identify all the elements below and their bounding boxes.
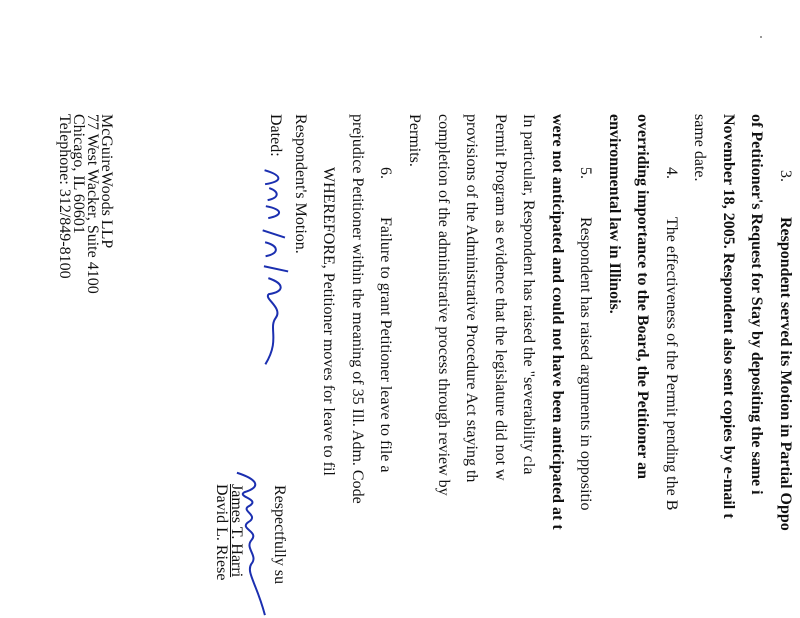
- p4-line3: environmental law in Illinois.: [606, 114, 623, 314]
- p3-line2: of Petitioner's Request for Stay by depositing the same i: [748, 114, 765, 495]
- wherefore-line2: Respondent's Motion.: [292, 114, 309, 254]
- p6-number: 6.: [377, 167, 394, 179]
- respectfully-submitted: Respectfully su: [271, 485, 288, 585]
- firm-telephone: Telephone: 312/849-8100: [56, 114, 73, 279]
- p5-line7: Permits.: [406, 114, 423, 167]
- p5-line4: Permit Program as evidence that the legislature did not w: [492, 114, 509, 481]
- p3-line4: same date.: [691, 114, 708, 182]
- p5-line2: were not anticipated and could not have been anticipated at t: [549, 114, 566, 530]
- p4-line2: overriding importance to the Board, the Petitioner an: [634, 114, 651, 479]
- firm-name: McGuireWoods LLP: [98, 114, 115, 249]
- p6-line1: Failure to grant Petitioner leave to file a: [377, 217, 394, 473]
- p4-line1: The effectiveness of the Permit pending the B: [663, 217, 680, 511]
- p3-line3: November 18, 2005. Respondent also sent copies by e-mail t: [720, 114, 737, 519]
- handwritten-date: [249, 167, 296, 368]
- p5-line6: completion of the administrative process through review by: [435, 114, 452, 496]
- p5-number: 5.: [577, 167, 594, 179]
- dated-label: Dated:: [267, 114, 284, 157]
- p6-line2: prejudice Petitioner within the meaning of 35 Ill. Adm. Code: [349, 114, 366, 504]
- scan-speck: [760, 36, 762, 38]
- p5-line3: In particular, Respondent has raised the "severability cla: [520, 114, 537, 475]
- wherefore-line1: WHEREFORE, Petitioner moves for leave to fil: [320, 167, 337, 476]
- firm-address: 77 West Wacker, Suite 4100: [84, 114, 101, 294]
- p3-number: 3.: [777, 170, 794, 182]
- firm-city: Chicago, IL 60601: [70, 114, 87, 234]
- p5-line1: Respondent has raised arguments in oppositio: [577, 217, 594, 511]
- p4-number: 4.: [663, 167, 680, 179]
- p5-line5: provisions of the Administrative Procedure Act staying th: [463, 114, 480, 483]
- attorney-name-2: David L. Riese: [213, 484, 230, 581]
- attorney-name-1: James T. Harri: [228, 484, 245, 578]
- p3-line1: Respondent served its Motion in Partial Oppo: [777, 217, 794, 531]
